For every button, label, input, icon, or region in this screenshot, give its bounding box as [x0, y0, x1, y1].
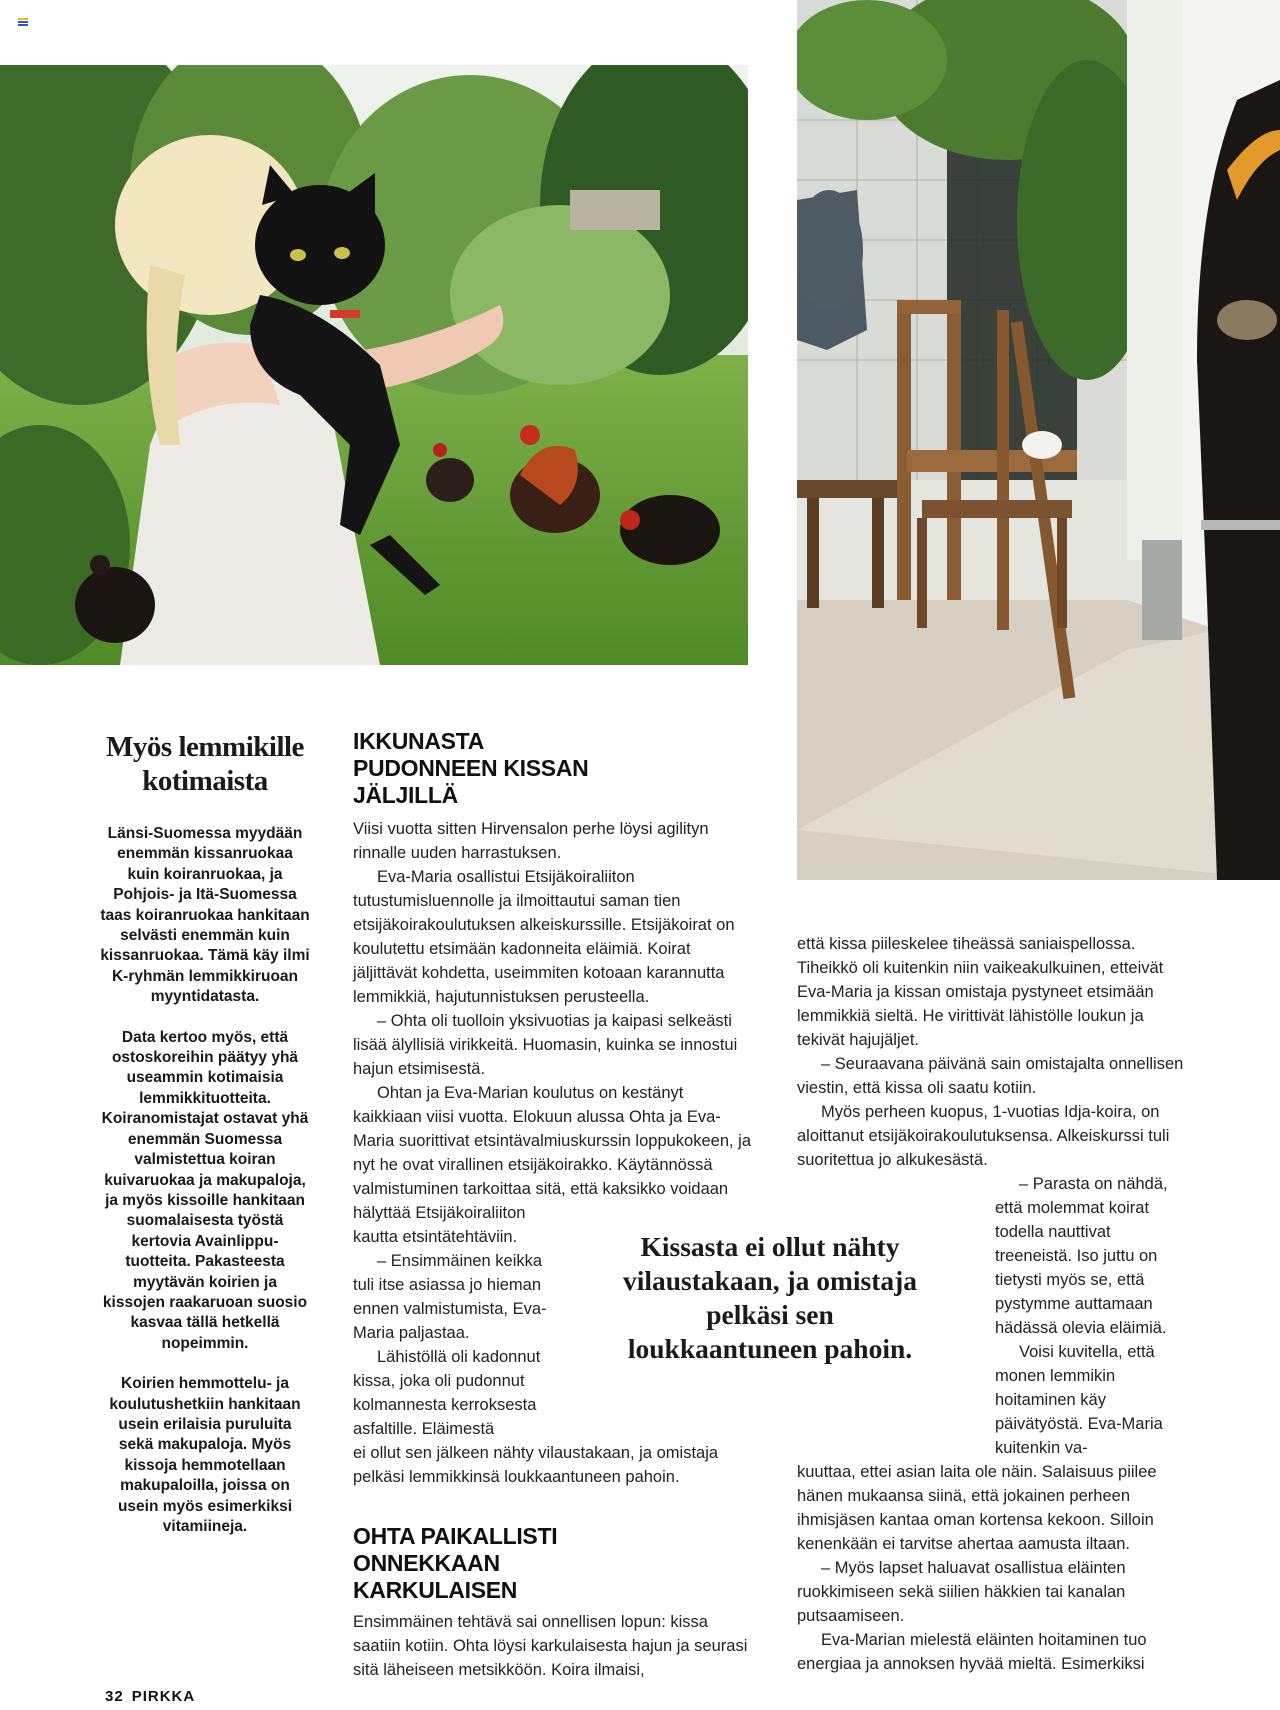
sidebar-box [100, 730, 310, 1557]
article-paragraph: Eva-Marian mielestä eläinten hoitaminen tuo energiaa ja annoksen hyvää mieltä. Esimerkiksi [797, 1631, 1147, 1673]
article-paragraph: Viisi vuotta sitten Hirvensalon perhe löysi agilityn rinnalle uuden harrastuksen. [353, 820, 709, 862]
article-paragraph: kuuttaa, ettei asian laita ole näin. Salaisuus piilee hänen mukaansa siinä, että jokainen perheen ihmisjäsen kantaa oman kortensa kekoon. Silloin kenenkään ei tarvitse ahertaa aamusta iltaan. [797, 1463, 1157, 1553]
article-paragraph: – Ohta oli tuolloin yksivuotias ja kaipasi selkeästi lisää älyllisiä virikkeitä. Huomasin, kuinka se innostui hajun etsimisestä. [353, 1012, 738, 1078]
photo-girl-with-cat-and-chickens [0, 65, 748, 665]
article-paragraph: – Seuraavana päivänä sain omistajalta onnellisen viestin, että kissa oli saatu kotiin. [797, 1055, 1184, 1097]
article-paragraph: Ohtan ja Eva-Marian koulutus on kestänyt kaikkiaan viisi vuotta. Elokuun alussa Ohta ja Eva-Maria suorittivat etsintävalmiuskurssin loppukokeen, ja nyt he ovat virallinen etsijäkoirakko. Käytännössä valmistuminen tarkoittaa sitä, että kaksikko voidaan [353, 1084, 752, 1198]
article-paragraph: Eva-Maria osallistui Etsijäkoiraliiton tutustumisluennolle ja ilmoittautui saman tien etsijäkoirakoulutuksen alkeiskurssille. Etsijäkoirat on koulutettu etsimään kadonneita eläimiä. Koirat jäljittävät kohdetta, useimmiten kotoaan karannutta lemmikkiä, hajutunnistuksen perusteella. [353, 868, 735, 1006]
section-heading: IKKUNASTA PUDONNEEN KISSAN JÄLJILLÄ [353, 728, 589, 808]
article-column-middle [353, 728, 753, 1682]
pull-quote: Kissasta ei ollut nähty vilaustakaan, ja omistaja pelkäsi sen loukkaantuneen pahoin. [622, 1231, 918, 1364]
article-paragraph: ei ollut sen jälkeen nähty vilaustakaan, ja omistaja pelkäsi lemmikkinsä loukkaantuneen pahoin. [353, 1444, 719, 1486]
article-paragraph: Ensimmäinen tehtävä sai onnellisen lopun: kissa saatiin kotiin. Ohta löysi karkulaisesta hajun ja seurasi sitä läheiseen metsikköön. Koira ilmaisi, [353, 1613, 748, 1679]
section-heading: OHTA PAIKALLISTI ONNEKKAAN KARKULAISEN [353, 1523, 558, 1603]
article-paragraph: että kissa piileskelee tiheässä saniaispellossa. Tiheikkö oli kuitenkin niin vaikeakulkuinen, etteivät Eva-Maria ja kissan omistaja pystyneet etsimään lemmikkiä sieltä. He virittivät lähistölle loukun ja tekivät hajujäljet. [797, 935, 1164, 1049]
article-paragraph: hälyttää Etsijäkoiraliiton kautta etsintätehtäviin. [353, 1204, 526, 1246]
photo-porch-with-chairs [797, 0, 1280, 880]
article-paragraph: – Ensimmäinen keikka tuli itse asiassa jo hieman ennen valmistumista, Eva-Maria paljastaa. [353, 1252, 547, 1342]
sidebar-paragraph: Data kertoo myös, että ostoskoreihin päätyy yhä useammin kotimaisia lemmikkituotteita. Koiranomistajat ostavat yhä enemmän Suomessa valmistettua koiran kuivaruokaa ja makupaloja, ja myös kissoille hankitaan suomalaisesta työstä kertovia Avainlippu-tuotteita. Pakasteesta myytävän koirien ja kissojen raakaruoan suosio kasvaa tällä hetkellä nopeimmin. [101, 1028, 309, 1352]
sidebar-paragraph: Länsi-Suomessa myydään enemmän kissanruokaa kuin koiranruokaa, ja Pohjois- ja Itä-Suomessa taas koiranruokaa hankitaan selvästi enemmän kuin kissanruokaa. Tämä käy ilmi K-ryhmän lemmikkiruoan myyntidatasta. [100, 825, 310, 1006]
menu-icon[interactable] [18, 18, 28, 26]
page-footer [105, 1688, 203, 1705]
sidebar-title: Myös lemmikille kotimaista [106, 731, 304, 797]
page-number: 32 [105, 1688, 124, 1705]
article-paragraph: – Parasta on nähdä, että molemmat koirat todella nauttivat treeneistä. Iso juttu on tietysti myös se, että pystymme auttamaan hädässä olevia eläimiä. [995, 1175, 1168, 1337]
magazine-name: PIRKKA [131, 1688, 196, 1705]
sidebar-paragraph: Koirien hemmottelu- ja koulutushetkiin hankitaan usein erilaisia puruluita sekä makupaloja. Myös kissoja hemmotellaan makupaloilla, joissa on usein myös esimerkiksi vitamiineja. [109, 1375, 301, 1535]
article-column-right [797, 932, 1185, 1676]
article-paragraph: Voisi kuvitella, että monen lemmikin hoitaminen käy päivätyöstä. Eva-Maria kuitenkin va- [995, 1343, 1163, 1457]
article-paragraph: – Myös lapset haluavat osallistua eläinten ruokkimiseen sekä siilien häkkien tai kanalan putsaamiseen. [797, 1559, 1126, 1625]
article-paragraph: Myös perheen kuopus, 1-vuotias Idja-koira, on aloittanut etsijäkoirakoulutuksensa. Alkeiskurssi tuli suoritettua jo alkukesästä. [797, 1103, 1170, 1169]
article-paragraph: Lähistöllä oli kadonnut kissa, joka oli pudonnut kolmannesta kerroksesta asfaltille. Eläimestä [353, 1348, 541, 1438]
